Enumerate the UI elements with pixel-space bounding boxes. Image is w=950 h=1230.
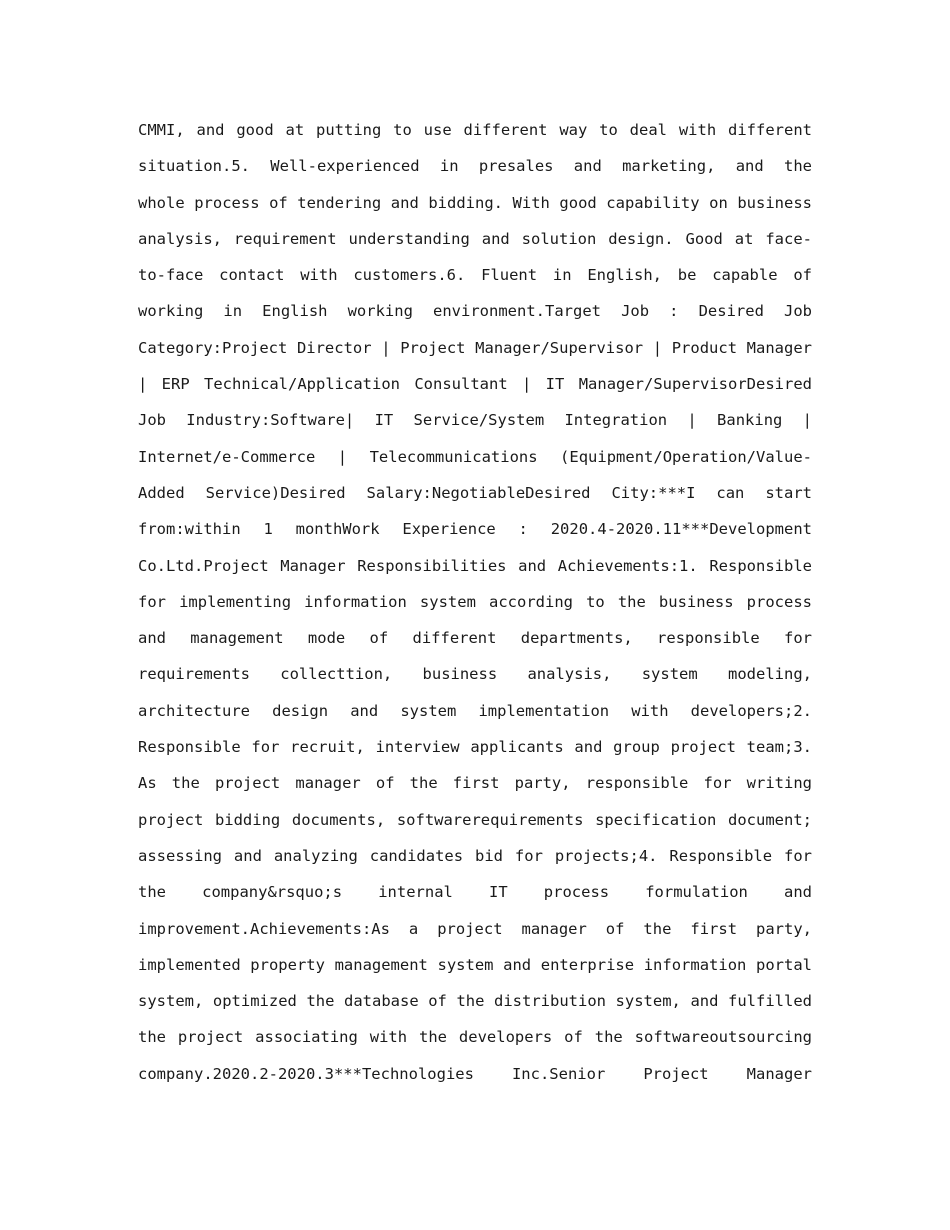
text-line: Internet/e-Commerce | Telecommunications (Equipment/Operation/Value- (138, 447, 812, 466)
text-line: to-face contact with customers.6. Fluent in English, be capable of (138, 266, 812, 285)
text-line: Job Industry:Software| IT Service/System Integration | Banking | (138, 411, 812, 430)
text-line: Category:Project Director | Project Manager/Supervisor | Product Manager (138, 338, 812, 357)
text-line: architecture design and system implementation with developers;2. (138, 701, 812, 720)
text-line: working in English working environment.Target Job : Desired Job (138, 302, 812, 321)
text-line: project bidding documents, softwarerequirements specification document; (138, 810, 812, 829)
text-line: the company&rsquo;s internal IT process formulation and (138, 883, 812, 902)
resume-body-text (138, 112, 812, 1092)
text-line: | ERP Technical/Application Consultant | IT Manager/SupervisorDesired (138, 375, 812, 394)
text-line: situation.5. Well-experienced in presales and marketing, and the (138, 157, 812, 176)
text-line: analysis, requirement understanding and solution design. Good at face- (138, 229, 812, 248)
text-line: Co.Ltd.Project Manager Responsibilities and Achievements:1. Responsible (138, 556, 812, 575)
text-line: whole process of tendering and bidding. With good capability on business (138, 193, 812, 212)
text-line: from:within 1 monthWork Experience : 2020.4-2020.11***Development (138, 520, 812, 539)
text-line: company.2020.2-2020.3***Technologies Inc.Senior Project Manager (138, 1064, 812, 1083)
text-line: Responsible for recruit, interview applicants and group project team;3. (138, 738, 812, 757)
text-line: Added Service)Desired Salary:NegotiableDesired City:***I can start (138, 483, 812, 502)
text-line: and management mode of different departments, responsible for (138, 629, 812, 648)
text-line: system, optimized the database of the distribution system, and fulfilled (138, 992, 812, 1011)
text-line: requirements collecttion, business analysis, system modeling, (138, 665, 812, 684)
text-line: As the project manager of the first party, responsible for writing (138, 774, 812, 793)
text-line: for implementing information system according to the business process (138, 592, 812, 611)
text-line: implemented property management system and enterprise information portal (138, 955, 812, 974)
text-line: the project associating with the developers of the softwareoutsourcing (138, 1028, 812, 1047)
text-line: improvement.Achievements:As a project manager of the first party, (138, 919, 812, 938)
text-line: CMMI, and good at putting to use different way to deal with different (138, 121, 812, 139)
text-line: assessing and analyzing candidates bid for projects;4. Responsible for (138, 846, 812, 865)
